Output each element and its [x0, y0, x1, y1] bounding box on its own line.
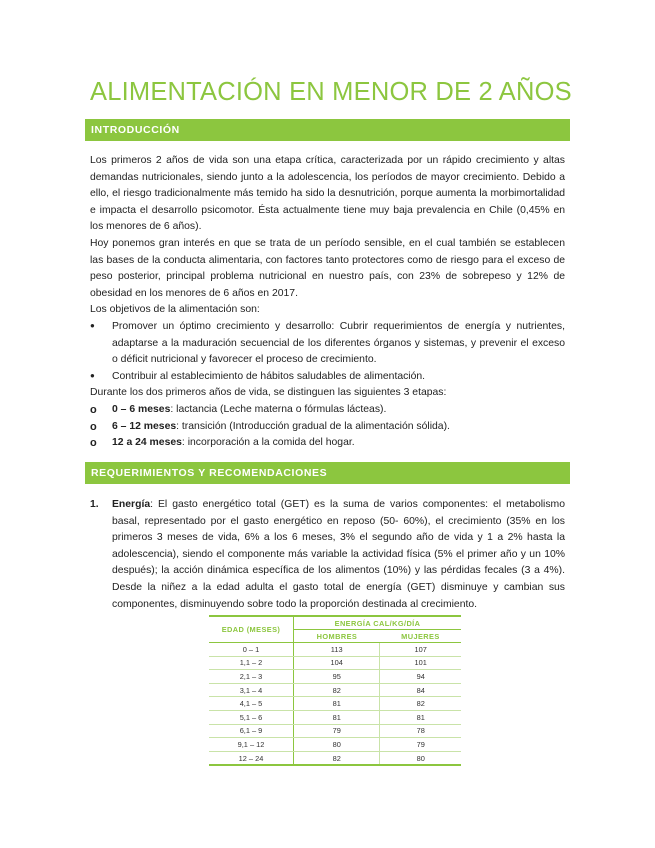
table-header-row — [209, 616, 461, 630]
intro-paragraph-3: Los objetivos de la alimentación son: — [90, 304, 260, 316]
women-cell: 94 — [380, 670, 461, 684]
objective-text: Contribuir al establecimiento de hábitos saludables de alimentación. — [112, 370, 426, 382]
intro-paragraph-1: Los primeros 2 años de vida son una etapa crítica, caracterizada por un rápido crecimiento y altas demandas nutricionales, siendo junto a la adolescencia, los períodos de mayor crecimiento. Debido a ello, el riesgo tradicionalmente más temido ha sido la desnutrición, porque aumenta la morbimortalidad e impacta el desarrollo psicomotor. Ésta actualmente tiene muy baja prevalencia en Chile (0,45% en los menores de 6 años). — [90, 155, 565, 233]
intro-paragraph-4: Durante los dos primeros años de vida, se distinguen las siguientes 3 etapas: — [90, 387, 447, 399]
list-item — [90, 419, 565, 436]
bullet-icon — [90, 369, 104, 386]
men-cell: 81 — [294, 710, 380, 724]
energy-paragraph — [112, 497, 565, 613]
list-item — [90, 435, 565, 452]
energy-table — [209, 615, 461, 766]
men-cell: 82 — [294, 751, 380, 765]
men-cell: 81 — [294, 697, 380, 711]
women-cell: 80 — [380, 751, 461, 765]
table-row — [209, 656, 461, 670]
intro-paragraph-2: Hoy ponemos gran interés en que se trata de un período sensible, en el cual también se establecen las bases de la conducta alimentaria, con factores tanto protectores como de riesgo para el exceso de peso posterior, principal problema nutricional en nuestro país, con 23% de sobrepeso y 12% de obesidad en los menores de 6 años en 2017. — [90, 237, 565, 299]
list-item — [90, 369, 565, 386]
table-row — [209, 751, 461, 765]
men-cell: 82 — [294, 683, 380, 697]
intro-body — [90, 153, 565, 452]
age-cell: 3,1 – 4 — [209, 683, 294, 697]
stage-text: : lactancia (Leche materna o fórmulas lácteas). — [170, 403, 387, 415]
table-row — [209, 738, 461, 752]
age-cell: 0 – 1 — [209, 643, 294, 657]
circle-bullet-icon — [90, 402, 104, 420]
list-item — [90, 319, 565, 369]
table-row — [209, 683, 461, 697]
age-cell: 9,1 – 12 — [209, 738, 294, 752]
women-cell: 81 — [380, 710, 461, 724]
stage-label: 12 a 24 meses — [112, 437, 182, 449]
item-number: 1. — [90, 499, 99, 510]
women-cell: 101 — [380, 656, 461, 670]
column-header-energy: ENERGÍA CAL/KG/DÍA — [294, 616, 462, 630]
age-cell: 1,1 – 2 — [209, 656, 294, 670]
objectives-list — [90, 319, 565, 385]
women-cell: 82 — [380, 697, 461, 711]
age-cell: 4,1 – 5 — [209, 697, 294, 711]
table-row — [209, 670, 461, 684]
stages-list — [90, 402, 565, 452]
age-cell: 2,1 – 3 — [209, 670, 294, 684]
circle-bullet-icon — [90, 419, 104, 437]
stage-text: : transición (Introducción gradual de la alimentación sólida). — [176, 420, 450, 432]
men-cell: 113 — [294, 643, 380, 657]
table-row — [209, 710, 461, 724]
women-cell: 84 — [380, 683, 461, 697]
table-row — [209, 724, 461, 738]
objective-text: Promover un óptimo crecimiento y desarrollo: Cubrir requerimientos de energía y nutrientes, adaptarse a la maduración secuencial de los diferentes órganos y sistemas, y prevenir el exceso o déficit nutricional y favorecer el proceso de crecimiento. — [112, 320, 565, 366]
men-cell: 79 — [294, 724, 380, 738]
table-row — [209, 697, 461, 711]
men-cell: 95 — [294, 670, 380, 684]
stage-text: : incorporación a la comida del hogar. — [181, 437, 355, 449]
column-header-women: MUJERES — [380, 630, 461, 643]
women-cell: 107 — [380, 643, 461, 657]
men-cell: 104 — [294, 656, 380, 670]
column-header-age: EDAD (MESES) — [209, 616, 294, 643]
circle-bullet-icon — [90, 435, 104, 453]
list-item — [90, 402, 565, 419]
column-header-men: HOMBRES — [294, 630, 380, 643]
men-cell: 80 — [294, 738, 380, 752]
table-row — [209, 643, 461, 657]
section-heading-requirements: REQUERIMIENTOS Y RECOMENDACIONES — [85, 462, 570, 484]
energy-text: : El gasto energético total (GET) es la suma de varios componentes: el metabolismo basal, representado por el gasto energético en reposo (50- 60%), el crecimiento (35% en los primeros 3 meses de vida, 6% a los 6 meses, 3% el segundo año de vida y 1 a 2% hasta la adolescencia), siendo el componente más variable la actividad física (5% el primer año y un 10% después); la acción dinámica específica de los alimentos (10%) y las pérdidas fecales (3 a 4%). Desde la niñez a la edad adulta el gasto total de energía (GET) disminuye y cambian sus componentes, disminuyendo sobre todo la proporción destinada al crecimiento. — [112, 499, 565, 610]
stage-label: 6 – 12 meses — [112, 420, 177, 432]
requirements-item-energy — [90, 497, 565, 613]
age-cell: 6,1 – 9 — [209, 724, 294, 738]
bullet-icon — [90, 319, 104, 336]
section-heading-intro: INTRODUCCIÓN — [85, 119, 570, 141]
women-cell: 79 — [380, 738, 461, 752]
stage-label: 0 – 6 meses — [112, 403, 171, 415]
energy-label: Energía — [112, 499, 151, 510]
page-title: ALIMENTACIÓN EN MENOR DE 2 AÑOS — [90, 78, 572, 106]
age-cell: 5,1 – 6 — [209, 710, 294, 724]
age-cell: 12 – 24 — [209, 751, 294, 765]
women-cell: 78 — [380, 724, 461, 738]
